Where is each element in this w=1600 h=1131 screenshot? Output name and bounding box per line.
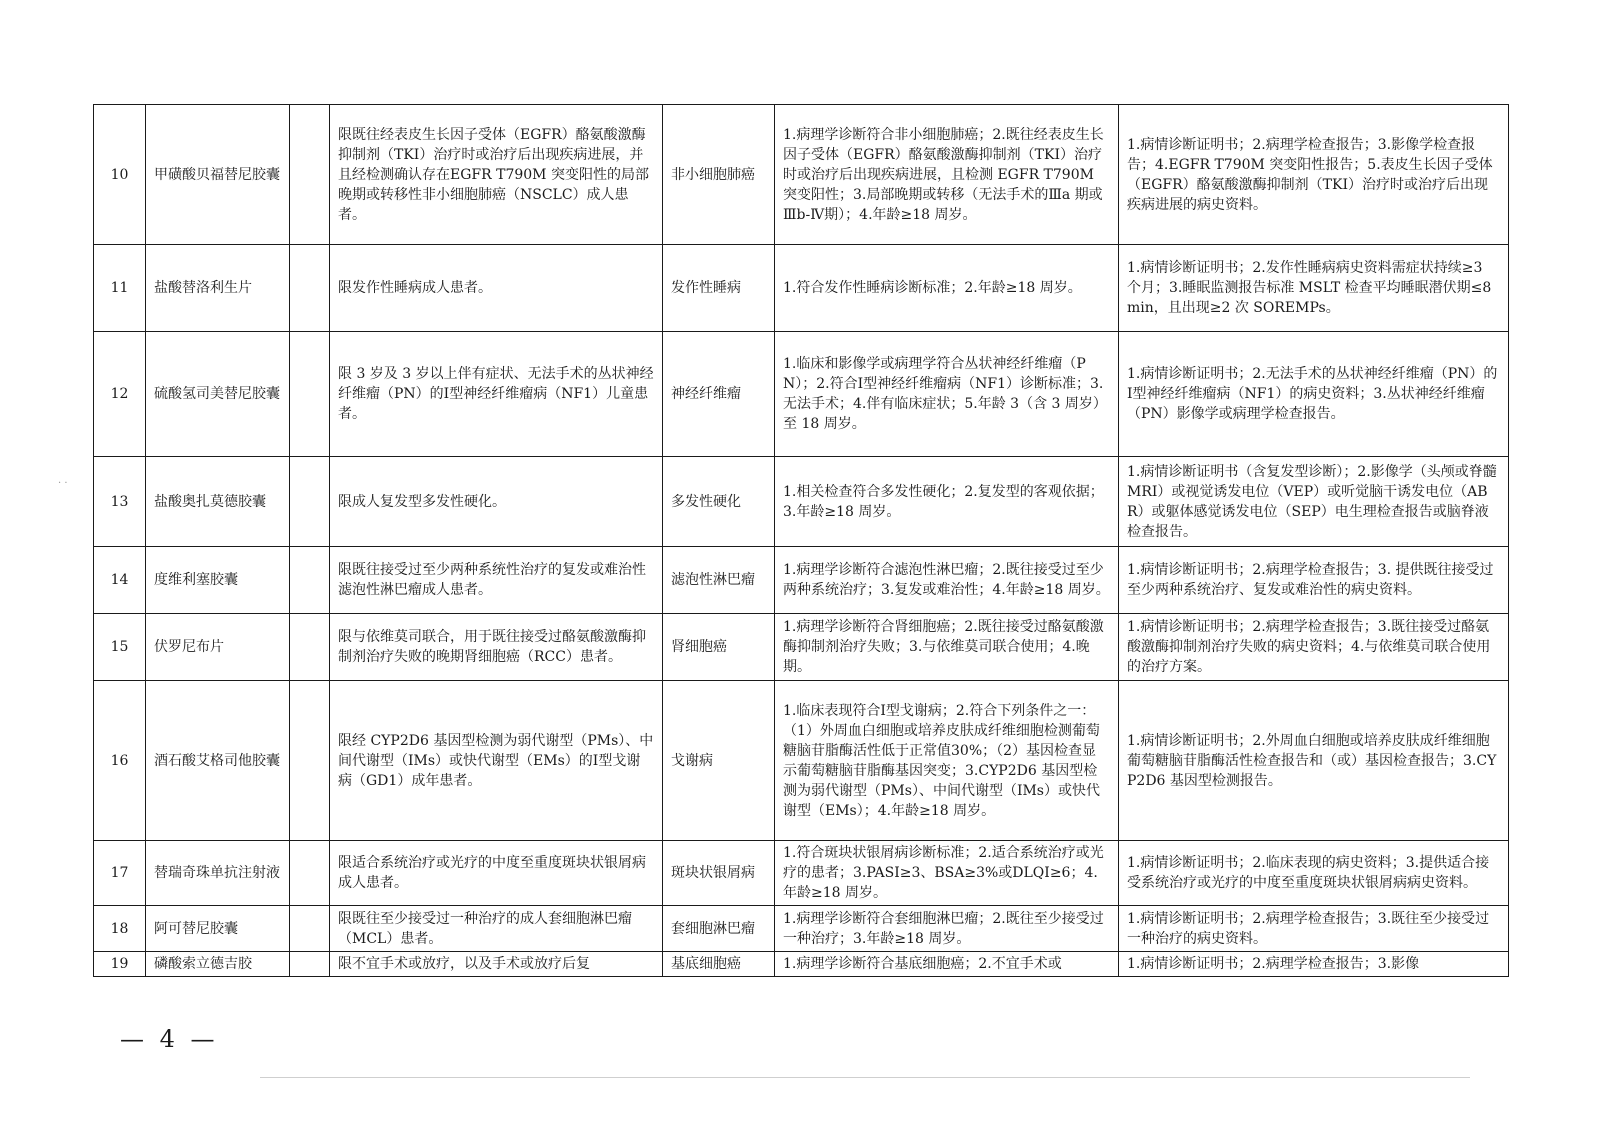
documents-text: 1.病情诊断证明书；2.病理学检查报告；3.既往接受过酪氨酸激酶抑制剂治疗失败的病史资料；4.与依维莫司联合使用的治疗方案。 — [1119, 614, 1509, 681]
table-row — [94, 681, 1509, 841]
documents-text: 1.病情诊断证明书；2.病理学检查报告；3.影像学检查报告；4.EGFR T790M 突变阳性报告；5.表皮生长因子受体（EGFR）酪氨酸激酶抑制剂（TKI）治疗时或治疗后出现疾病进展的病史资料。 — [1119, 105, 1509, 245]
blank-cell — [290, 614, 330, 681]
table-row — [94, 245, 1509, 332]
drug-name: 甲磺酸贝福替尼胶囊 — [146, 105, 290, 245]
documents-text: 1.病情诊断证明书；2.无法手术的丛状神经纤维瘤（PN）的Ⅰ型神经纤维瘤病（NF1）的病史资料；3.丛状神经纤维瘤（PN）影像学或病理学检查报告。 — [1119, 332, 1509, 457]
row-number: 13 — [94, 457, 146, 547]
drug-name: 伏罗尼布片 — [146, 614, 290, 681]
documents-text: 1.病情诊断证明书；2.病理学检查报告；3.影像 — [1119, 952, 1509, 977]
restriction-text: 限既往经表皮生长因子受体（EGFR）酪氨酸激酶抑制剂（TKI）治疗时或治疗后出现疾病进展，并且经检测确认存在EGFR T790M 突变阳性的局部晚期或转移性非小细胞肺癌（NSCLC）成人患者。 — [330, 105, 663, 245]
criteria-text: 1.病理学诊断符合套细胞淋巴瘤；2.既往至少接受过一种治疗；3.年龄≥18 周岁。 — [775, 906, 1119, 952]
blank-cell — [290, 457, 330, 547]
table-row — [94, 547, 1509, 614]
criteria-text: 1.病理学诊断符合肾细胞癌；2.既往接受过酪氨酸激酶抑制剂治疗失败；3.与依维莫司联合使用；4.晚期。 — [775, 614, 1119, 681]
restriction-text: 限既往接受过至少两种系统性治疗的复发或难治性滤泡性淋巴瘤成人患者。 — [330, 547, 663, 614]
blank-cell — [290, 245, 330, 332]
disease-name: 多发性硬化 — [663, 457, 775, 547]
documents-text: 1.病情诊断证明书；2.病理学检查报告；3.既往至少接受过一种治疗的病史资料。 — [1119, 906, 1509, 952]
row-number: 15 — [94, 614, 146, 681]
criteria-text: 1.符合斑块状银屑病诊断标准；2.适合系统治疗或光疗的患者；3.PASI≥3、BSA≥3%或DLQI≥6；4.年龄≥18 周岁。 — [775, 841, 1119, 906]
blank-cell — [290, 841, 330, 906]
table-row — [94, 614, 1509, 681]
table-row — [94, 841, 1509, 906]
drug-name: 盐酸奥扎莫德胶囊 — [146, 457, 290, 547]
criteria-text: 1.病理学诊断符合滤泡性淋巴瘤；2.既往接受过至少两种系统治疗；3.复发或难治性；4.年龄≥18 周岁。 — [775, 547, 1119, 614]
criteria-text: 1.相关检查符合多发性硬化；2.复发型的客观依据；3.年龄≥18 周岁。 — [775, 457, 1119, 547]
row-number: 12 — [94, 332, 146, 457]
blank-cell — [290, 906, 330, 952]
disease-name: 肾细胞癌 — [663, 614, 775, 681]
table-row — [94, 952, 1509, 977]
criteria-text: 1.病理学诊断符合非小细胞肺癌；2.既往经表皮生长因子受体（EGFR）酪氨酸激酶抑制剂（TKI）治疗时或治疗后出现疾病进展，且检测 EGFR T790M 突变阳性；3.局部晚期或转移（无法手术的Ⅲa 期或Ⅲb-Ⅳ期）；4.年龄≥18 周岁。 — [775, 105, 1119, 245]
documents-text: 1.病情诊断证明书（含复发型诊断）；2.影像学（头颅或脊髓 MRI）或视觉诱发电位（VEP）或听觉脑干诱发电位（ABR）或躯体感觉诱发电位（SEP）电生理检查报告或脑脊液检查报告。 — [1119, 457, 1509, 547]
table-row — [94, 457, 1509, 547]
drug-name: 阿可替尼胶囊 — [146, 906, 290, 952]
table-row — [94, 332, 1509, 457]
disease-name: 基底细胞癌 — [663, 952, 775, 977]
blank-cell — [290, 952, 330, 977]
blank-cell — [290, 105, 330, 245]
drug-restriction-table — [93, 104, 1509, 977]
restriction-text: 限既往至少接受过一种治疗的成人套细胞淋巴瘤（MCL）患者。 — [330, 906, 663, 952]
criteria-text: 1.病理学诊断符合基底细胞癌；2.不宜手术或 — [775, 952, 1119, 977]
disease-name: 神经纤维瘤 — [663, 332, 775, 457]
restriction-text: 限发作性睡病成人患者。 — [330, 245, 663, 332]
table-row — [94, 906, 1509, 952]
drug-name: 度维利塞胶囊 — [146, 547, 290, 614]
documents-text: 1.病情诊断证明书；2.发作性睡病病史资料需症状持续≥3 个月；3.睡眠监测报告标准 MSLT 检查平均睡眠潜伏期≤8 min，且出现≥2 次 SOREMPs。 — [1119, 245, 1509, 332]
disease-name: 发作性睡病 — [663, 245, 775, 332]
criteria-text: 1.临床和影像学或病理学符合丛状神经纤维瘤（PN）；2.符合Ⅰ型神经纤维瘤病（NF1）诊断标准；3.无法手术；4.伴有临床症状；5.年龄 3（含 3 周岁）至 18 周岁。 — [775, 332, 1119, 457]
documents-text: 1.病情诊断证明书；2.外周血白细胞或培养皮肤成纤维细胞葡萄糖脑苷脂酶活性检查报告和（或）基因检查报告；3.CYP2D6 基因型检测报告。 — [1119, 681, 1509, 841]
row-number: 18 — [94, 906, 146, 952]
criteria-text: 1.临床表现符合Ⅰ型戈谢病；2.符合下列条件之一：（1）外周血白细胞或培养皮肤成纤维细胞检测葡萄糖脑苷脂酶活性低于正常值30%；（2）基因检查显示葡萄糖脑苷脂酶基因突变；3.CYP2D6 基因型检测为弱代谢型（PMs）、中间代谢型（IMs）或快代谢型（EMs）；4.年龄≥18 周岁。 — [775, 681, 1119, 841]
restriction-text: 限与依维莫司联合，用于既往接受过酪氨酸激酶抑制剂治疗失败的晚期肾细胞癌（RCC）患者。 — [330, 614, 663, 681]
restriction-text: 限经 CYP2D6 基因型检测为弱代谢型（PMs）、中间代谢型（IMs）或快代谢型（EMs）的Ⅰ型戈谢病（GD1）成年患者。 — [330, 681, 663, 841]
scan-speck: · · — [58, 478, 68, 489]
disease-name: 斑块状银屑病 — [663, 841, 775, 906]
restriction-text: 限适合系统治疗或光疗的中度至重度斑块状银屑病成人患者。 — [330, 841, 663, 906]
criteria-text: 1.符合发作性睡病诊断标准；2.年龄≥18 周岁。 — [775, 245, 1119, 332]
row-number: 17 — [94, 841, 146, 906]
drug-name: 替瑞奇珠单抗注射液 — [146, 841, 290, 906]
row-number: 10 — [94, 105, 146, 245]
restriction-text: 限成人复发型多发性硬化。 — [330, 457, 663, 547]
drug-name: 酒石酸艾格司他胶囊 — [146, 681, 290, 841]
blank-cell — [290, 547, 330, 614]
disease-name: 非小细胞肺癌 — [663, 105, 775, 245]
disease-name: 戈谢病 — [663, 681, 775, 841]
row-number: 14 — [94, 547, 146, 614]
disease-name: 套细胞淋巴瘤 — [663, 906, 775, 952]
documents-text: 1.病情诊断证明书；2.病理学检查报告；3. 提供既往接受过至少两种系统治疗、复发或难治性的病史资料。 — [1119, 547, 1509, 614]
disease-name: 滤泡性淋巴瘤 — [663, 547, 775, 614]
restriction-text: 限不宜手术或放疗，以及手术或放疗后复 — [330, 952, 663, 977]
drug-name: 硫酸氢司美替尼胶囊 — [146, 332, 290, 457]
blank-cell — [290, 332, 330, 457]
table-row — [94, 105, 1509, 245]
footer-divider — [260, 1077, 1470, 1078]
page-number: — 4 — — [120, 1025, 219, 1053]
row-number: 16 — [94, 681, 146, 841]
blank-cell — [290, 681, 330, 841]
row-number: 11 — [94, 245, 146, 332]
drug-name: 磷酸索立德吉胶 — [146, 952, 290, 977]
drug-name: 盐酸替洛利生片 — [146, 245, 290, 332]
row-number: 19 — [94, 952, 146, 977]
restriction-text: 限 3 岁及 3 岁以上伴有症状、无法手术的丛状神经纤维瘤（PN）的Ⅰ型神经纤维瘤病（NF1）儿童患者。 — [330, 332, 663, 457]
documents-text: 1.病情诊断证明书；2.临床表现的病史资料；3.提供适合接受系统治疗或光疗的中度至重度斑块状银屑病病史资料。 — [1119, 841, 1509, 906]
